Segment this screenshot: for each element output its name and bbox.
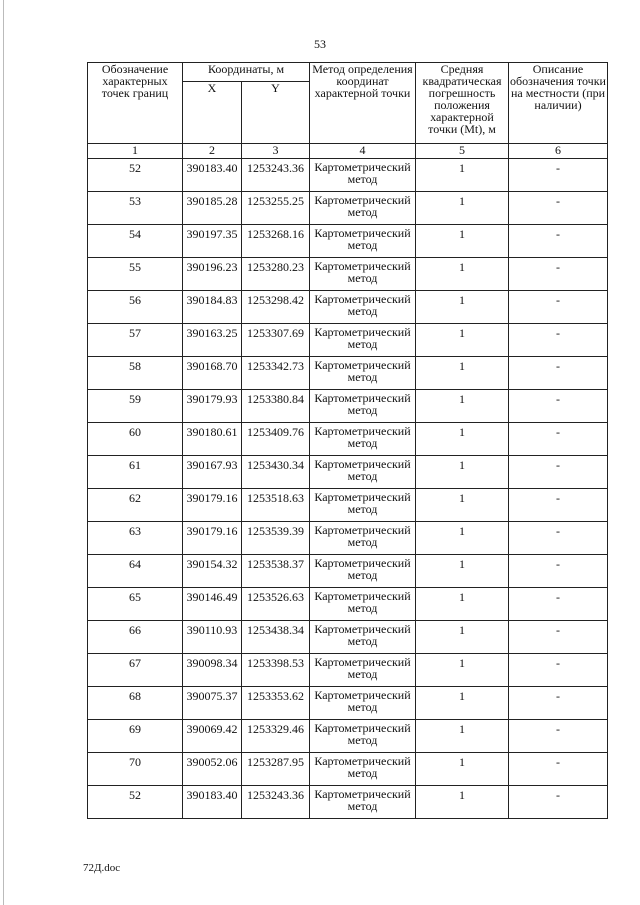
y-coordinate-cell: 1253398.53 bbox=[242, 654, 310, 687]
x-coordinate-cell: 390069.42 bbox=[183, 720, 242, 753]
error-cell: 1 bbox=[416, 159, 509, 192]
error-cell: 1 bbox=[416, 522, 509, 555]
description-cell: - bbox=[509, 291, 608, 324]
description-cell: - bbox=[509, 192, 608, 225]
x-coordinate-cell: 390052.06 bbox=[183, 753, 242, 786]
y-coordinate-cell: 1253342.73 bbox=[242, 357, 310, 390]
table-row bbox=[88, 456, 608, 489]
table-row bbox=[88, 687, 608, 720]
header-y: Y bbox=[242, 82, 310, 144]
x-coordinate-cell: 390180.61 bbox=[183, 423, 242, 456]
point-id-cell: 55 bbox=[88, 258, 183, 291]
x-coordinate-cell: 390110.93 bbox=[183, 621, 242, 654]
method-cell: Картометрический метод bbox=[310, 654, 416, 687]
y-coordinate-cell: 1253526.63 bbox=[242, 588, 310, 621]
y-coordinate-cell: 1253243.36 bbox=[242, 786, 310, 819]
error-cell: 1 bbox=[416, 654, 509, 687]
method-cell: Картометрический метод bbox=[310, 489, 416, 522]
y-coordinate-cell: 1253268.16 bbox=[242, 225, 310, 258]
error-cell: 1 bbox=[416, 291, 509, 324]
y-coordinate-cell: 1253287.95 bbox=[242, 753, 310, 786]
table-row bbox=[88, 357, 608, 390]
table-row bbox=[88, 225, 608, 258]
table-row bbox=[88, 159, 608, 192]
description-cell: - bbox=[509, 753, 608, 786]
method-cell: Картометрический метод bbox=[310, 522, 416, 555]
y-coordinate-cell: 1253298.42 bbox=[242, 291, 310, 324]
y-coordinate-cell: 1253518.63 bbox=[242, 489, 310, 522]
y-coordinate-cell: 1253280.23 bbox=[242, 258, 310, 291]
column-number: 3 bbox=[242, 144, 310, 159]
table-row bbox=[88, 621, 608, 654]
method-cell: Картометрический метод bbox=[310, 753, 416, 786]
y-coordinate-cell: 1253243.36 bbox=[242, 159, 310, 192]
point-id-cell: 58 bbox=[88, 357, 183, 390]
error-cell: 1 bbox=[416, 588, 509, 621]
table-row bbox=[88, 489, 608, 522]
point-id-cell: 67 bbox=[88, 654, 183, 687]
x-coordinate-cell: 390098.34 bbox=[183, 654, 242, 687]
description-cell: - bbox=[509, 489, 608, 522]
error-cell: 1 bbox=[416, 423, 509, 456]
x-coordinate-cell: 390163.25 bbox=[183, 324, 242, 357]
error-cell: 1 bbox=[416, 192, 509, 225]
description-cell: - bbox=[509, 258, 608, 291]
x-coordinate-cell: 390183.40 bbox=[183, 786, 242, 819]
description-cell: - bbox=[509, 522, 608, 555]
point-id-cell: 62 bbox=[88, 489, 183, 522]
point-id-cell: 54 bbox=[88, 225, 183, 258]
error-cell: 1 bbox=[416, 555, 509, 588]
x-coordinate-cell: 390196.23 bbox=[183, 258, 242, 291]
method-cell: Картометрический метод bbox=[310, 687, 416, 720]
table-row bbox=[88, 555, 608, 588]
description-cell: - bbox=[509, 423, 608, 456]
description-cell: - bbox=[509, 654, 608, 687]
description-cell: - bbox=[509, 687, 608, 720]
x-coordinate-cell: 390167.93 bbox=[183, 456, 242, 489]
table-row bbox=[88, 324, 608, 357]
x-coordinate-cell: 390185.28 bbox=[183, 192, 242, 225]
point-id-cell: 53 bbox=[88, 192, 183, 225]
point-id-cell: 63 bbox=[88, 522, 183, 555]
table-row bbox=[88, 192, 608, 225]
method-cell: Картометрический метод bbox=[310, 159, 416, 192]
error-cell: 1 bbox=[416, 357, 509, 390]
header-method: Метод определения координат характерной точки bbox=[310, 63, 416, 144]
error-cell: 1 bbox=[416, 753, 509, 786]
description-cell: - bbox=[509, 621, 608, 654]
error-cell: 1 bbox=[416, 390, 509, 423]
table-row bbox=[88, 654, 608, 687]
description-cell: - bbox=[509, 390, 608, 423]
point-id-cell: 68 bbox=[88, 687, 183, 720]
method-cell: Картометрический метод bbox=[310, 324, 416, 357]
error-cell: 1 bbox=[416, 621, 509, 654]
column-number: 4 bbox=[310, 144, 416, 159]
error-cell: 1 bbox=[416, 324, 509, 357]
x-coordinate-cell: 390197.35 bbox=[183, 225, 242, 258]
column-number: 6 bbox=[509, 144, 608, 159]
error-cell: 1 bbox=[416, 258, 509, 291]
column-number: 1 bbox=[88, 144, 183, 159]
coordinates-table bbox=[87, 62, 608, 819]
error-cell: 1 bbox=[416, 456, 509, 489]
point-id-cell: 65 bbox=[88, 588, 183, 621]
method-cell: Картометрический метод bbox=[310, 357, 416, 390]
method-cell: Картометрический метод bbox=[310, 390, 416, 423]
description-cell: - bbox=[509, 357, 608, 390]
method-cell: Картометрический метод bbox=[310, 291, 416, 324]
error-cell: 1 bbox=[416, 786, 509, 819]
method-cell: Картометрический метод bbox=[310, 456, 416, 489]
column-number: 2 bbox=[183, 144, 242, 159]
method-cell: Картометрический метод bbox=[310, 786, 416, 819]
method-cell: Картометрический метод bbox=[310, 192, 416, 225]
y-coordinate-cell: 1253380.84 bbox=[242, 390, 310, 423]
method-cell: Картометрический метод bbox=[310, 555, 416, 588]
x-coordinate-cell: 390179.16 bbox=[183, 522, 242, 555]
error-cell: 1 bbox=[416, 225, 509, 258]
x-coordinate-cell: 390146.49 bbox=[183, 588, 242, 621]
method-cell: Картометрический метод bbox=[310, 258, 416, 291]
method-cell: Картометрический метод bbox=[310, 621, 416, 654]
description-cell: - bbox=[509, 456, 608, 489]
error-cell: 1 bbox=[416, 720, 509, 753]
description-cell: - bbox=[509, 786, 608, 819]
y-coordinate-cell: 1253430.34 bbox=[242, 456, 310, 489]
table-row bbox=[88, 522, 608, 555]
y-coordinate-cell: 1253353.62 bbox=[242, 687, 310, 720]
method-cell: Картометрический метод bbox=[310, 720, 416, 753]
description-cell: - bbox=[509, 324, 608, 357]
table-row bbox=[88, 258, 608, 291]
x-coordinate-cell: 390168.70 bbox=[183, 357, 242, 390]
x-coordinate-cell: 390154.32 bbox=[183, 555, 242, 588]
point-id-cell: 60 bbox=[88, 423, 183, 456]
y-coordinate-cell: 1253409.76 bbox=[242, 423, 310, 456]
x-coordinate-cell: 390179.93 bbox=[183, 390, 242, 423]
table-row bbox=[88, 786, 608, 819]
header-coordinates: Координаты, м bbox=[183, 63, 310, 82]
scan-edge-left bbox=[3, 0, 4, 905]
description-cell: - bbox=[509, 555, 608, 588]
y-coordinate-cell: 1253438.34 bbox=[242, 621, 310, 654]
point-id-cell: 57 bbox=[88, 324, 183, 357]
header-point-designation: Обозначение характерных точек границ bbox=[88, 63, 183, 144]
point-id-cell: 69 bbox=[88, 720, 183, 753]
point-id-cell: 66 bbox=[88, 621, 183, 654]
y-coordinate-cell: 1253255.25 bbox=[242, 192, 310, 225]
point-id-cell: 52 bbox=[88, 786, 183, 819]
description-cell: - bbox=[509, 588, 608, 621]
description-cell: - bbox=[509, 225, 608, 258]
y-coordinate-cell: 1253329.46 bbox=[242, 720, 310, 753]
table-row bbox=[88, 423, 608, 456]
table-row bbox=[88, 720, 608, 753]
y-coordinate-cell: 1253307.69 bbox=[242, 324, 310, 357]
y-coordinate-cell: 1253538.37 bbox=[242, 555, 310, 588]
method-cell: Картометрический метод bbox=[310, 588, 416, 621]
table-row bbox=[88, 291, 608, 324]
x-coordinate-cell: 390179.16 bbox=[183, 489, 242, 522]
description-cell: - bbox=[509, 159, 608, 192]
header-x: X bbox=[183, 82, 242, 144]
x-coordinate-cell: 390184.83 bbox=[183, 291, 242, 324]
point-id-cell: 56 bbox=[88, 291, 183, 324]
point-id-cell: 61 bbox=[88, 456, 183, 489]
error-cell: 1 bbox=[416, 489, 509, 522]
column-number: 5 bbox=[416, 144, 509, 159]
table-row bbox=[88, 390, 608, 423]
x-coordinate-cell: 390075.37 bbox=[183, 687, 242, 720]
page-number: 53 bbox=[314, 37, 326, 51]
x-coordinate-cell: 390183.40 bbox=[183, 159, 242, 192]
method-cell: Картометрический метод bbox=[310, 225, 416, 258]
point-id-cell: 64 bbox=[88, 555, 183, 588]
column-number-row bbox=[88, 144, 608, 159]
point-id-cell: 52 bbox=[88, 159, 183, 192]
y-coordinate-cell: 1253539.39 bbox=[242, 522, 310, 555]
description-cell: - bbox=[509, 720, 608, 753]
table-row bbox=[88, 753, 608, 786]
header-error: Средняя квадратическая погрешность положения характерной точки (Mt), м bbox=[416, 63, 509, 144]
point-id-cell: 59 bbox=[88, 390, 183, 423]
point-id-cell: 70 bbox=[88, 753, 183, 786]
method-cell: Картометрический метод bbox=[310, 423, 416, 456]
header-description: Описание обозначения точки на местности (при наличии) bbox=[509, 63, 608, 144]
error-cell: 1 bbox=[416, 687, 509, 720]
table-row bbox=[88, 588, 608, 621]
footer-filename: 72Д.doc bbox=[83, 862, 121, 874]
